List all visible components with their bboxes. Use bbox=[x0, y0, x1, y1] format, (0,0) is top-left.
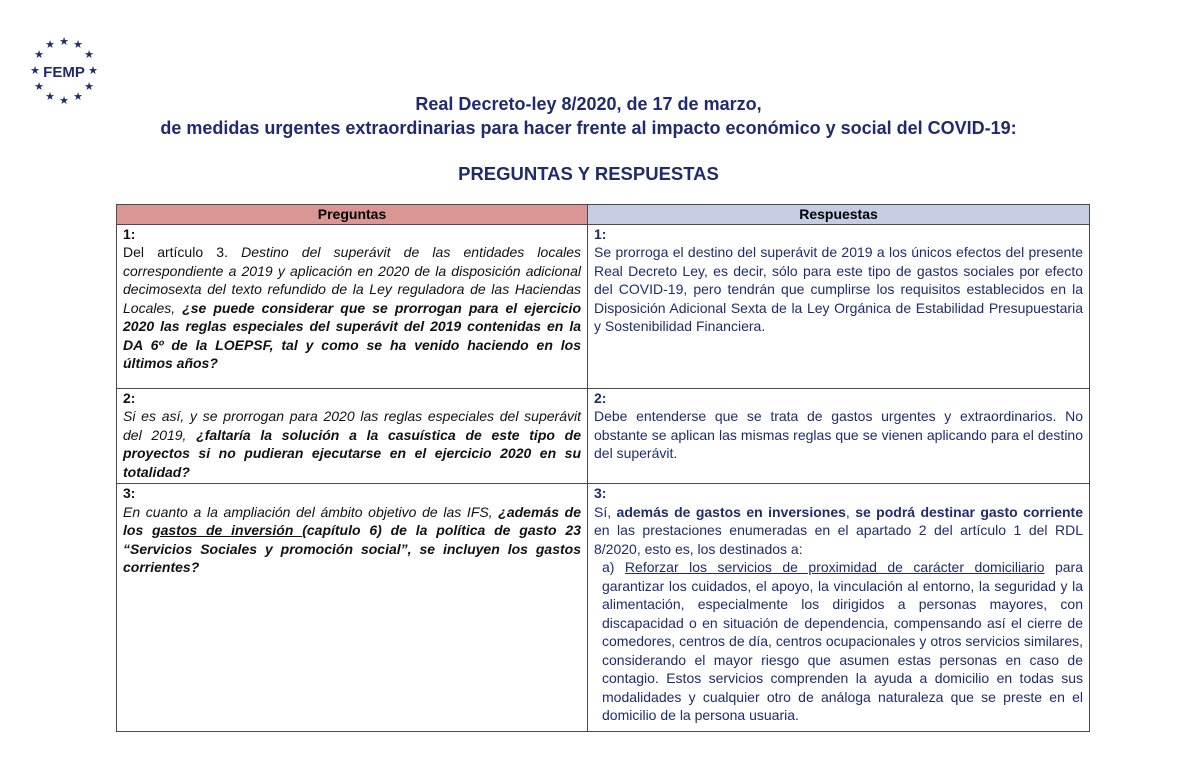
svg-text:★: ★ bbox=[84, 80, 94, 93]
svg-text:★: ★ bbox=[34, 48, 44, 61]
answer-cell bbox=[588, 224, 1090, 388]
question-text-italic: En cuanto a la ampliación del ámbito objetivo de las IFS, bbox=[123, 503, 499, 520]
question-cell bbox=[117, 388, 588, 484]
svg-text:★: ★ bbox=[84, 48, 94, 61]
answer-text: Se prorroga el destino del superávit de 2019 a los únicos efectos del presente Real Decreto Ley, es decir, sólo para este tipo de gastos sociales por efecto del COVID-19, pero tendrán que cumplirse los requisitos establecidos en la Disposición Adicional Sexta de la Ley Orgánica de Estabilidad Presupuestaria y Sostenibilidad Financiera. bbox=[594, 244, 1083, 334]
svg-text:★: ★ bbox=[34, 80, 44, 93]
answer-intro-bold-2: se podrá destinar gasto corriente bbox=[855, 503, 1083, 520]
column-header-questions: Preguntas bbox=[117, 205, 588, 225]
answer-number: 1: bbox=[594, 225, 607, 242]
svg-text:★: ★ bbox=[73, 90, 83, 103]
question-text-italic: Si es así, y se prorrogan para 2020 las reglas especiales del superávit del 2019, bbox=[123, 408, 581, 443]
answer-number: 3: bbox=[594, 485, 607, 501]
svg-text:★: ★ bbox=[73, 38, 83, 51]
qa-table bbox=[116, 204, 1090, 732]
document-title-line2: de medidas urgentes extraordinarias para hacer frente al impacto económico y social del COVID-19: bbox=[160, 118, 1017, 138]
answer-intro-sep: , bbox=[845, 503, 856, 520]
answer-list-item bbox=[594, 558, 1083, 725]
svg-text:★: ★ bbox=[45, 38, 55, 51]
question-text-plain: Del artículo 3. bbox=[123, 244, 242, 260]
answer-number: 2: bbox=[594, 389, 607, 406]
question-text-italic: Destino del superávit de las entidades locales correspondiente a 2019 y aplicación en 2020 de la disposición adicional decimosexta del texto refundido de la Ley reguladora de las Haciendas Locales, bbox=[123, 244, 581, 316]
table-row bbox=[117, 224, 1090, 388]
svg-text:★: ★ bbox=[59, 36, 69, 48]
table-row bbox=[117, 484, 1090, 732]
table-header-row bbox=[117, 205, 1090, 225]
question-text-bold-continued: (capítulo 6) de la política de gasto 23 “Servicios Sociales y promoción social”, se incluyen los gastos corrientes? bbox=[123, 522, 581, 575]
list-item-label: a) bbox=[602, 559, 625, 575]
document-subtitle: PREGUNTAS Y RESPUESTAS bbox=[458, 163, 719, 184]
question-number: 1: bbox=[123, 225, 136, 242]
answer-text: Debe entenderse que se trata de gastos urgentes y extraordinarios. No obstante se aplican las mismas reglas que se vienen aplicando para el destino del superávit. bbox=[594, 408, 1083, 461]
svg-text:★: ★ bbox=[59, 94, 69, 107]
list-item-underlined: Reforzar los servicios de proximidad de carácter domiciliario bbox=[624, 559, 1045, 575]
list-item-text: para garantizar los cuidados, el apoyo, la vinculación al entorno, la seguridad y la alimentación, especialmente los dirigidos a personas mayores, con discapacidad o en situación de dependencia, compensando así el cierre de comedores, centros de día, centros ocupacionales y otros servicios similares, considerando el mayor riesgo que asumen estas personas en caso de contagio. Estos servicios comprenden la ayuda a domicilio en todas sus modalidades y cualquier otro de análoga naturaleza que se preste en el domicilio de la persona usuaria. bbox=[602, 559, 1083, 723]
answer-intro-rest: en las prestaciones enumeradas en el apartado 2 del artículo 1 del RDL 8/2020, esto es, los destinados a: bbox=[594, 522, 1083, 557]
svg-text:★: ★ bbox=[30, 64, 40, 77]
logo-text: FEMP bbox=[43, 64, 85, 81]
question-cell bbox=[117, 484, 588, 732]
question-number: 3: bbox=[123, 485, 136, 501]
question-text-bold-underlined: gastos de inversión bbox=[152, 522, 303, 538]
column-header-answers: Respuestas bbox=[588, 205, 1090, 225]
svg-text:★: ★ bbox=[45, 90, 55, 103]
question-cell bbox=[117, 224, 588, 388]
svg-text:★: ★ bbox=[88, 64, 98, 77]
question-text-bold: ¿además de los bbox=[123, 503, 581, 538]
answer-intro-bold: además de gastos en inversiones bbox=[616, 503, 846, 520]
question-number: 2: bbox=[123, 389, 136, 406]
question-text-bold: ¿se puede considerar que se prorrogan para el ejercicio 2020 las reglas especiales del superávit del 2019 contenidas en la DA 6º de la LOEPSF, tal y como se ha venido haciendo en los últimos años? bbox=[123, 299, 581, 371]
question-text-bold: ¿faltaría la solución a la casuística de este tipo de proyectos si no pudieran ejecutarse en el ejercicio 2020 en su totalidad? bbox=[123, 426, 581, 480]
document-title-line1: Real Decreto-ley 8/2020, de 17 de marzo, bbox=[415, 94, 762, 114]
answer-cell bbox=[588, 388, 1090, 484]
answer-cell bbox=[588, 484, 1090, 732]
table-row bbox=[117, 388, 1090, 484]
answer-intro: Sí, bbox=[594, 503, 617, 520]
